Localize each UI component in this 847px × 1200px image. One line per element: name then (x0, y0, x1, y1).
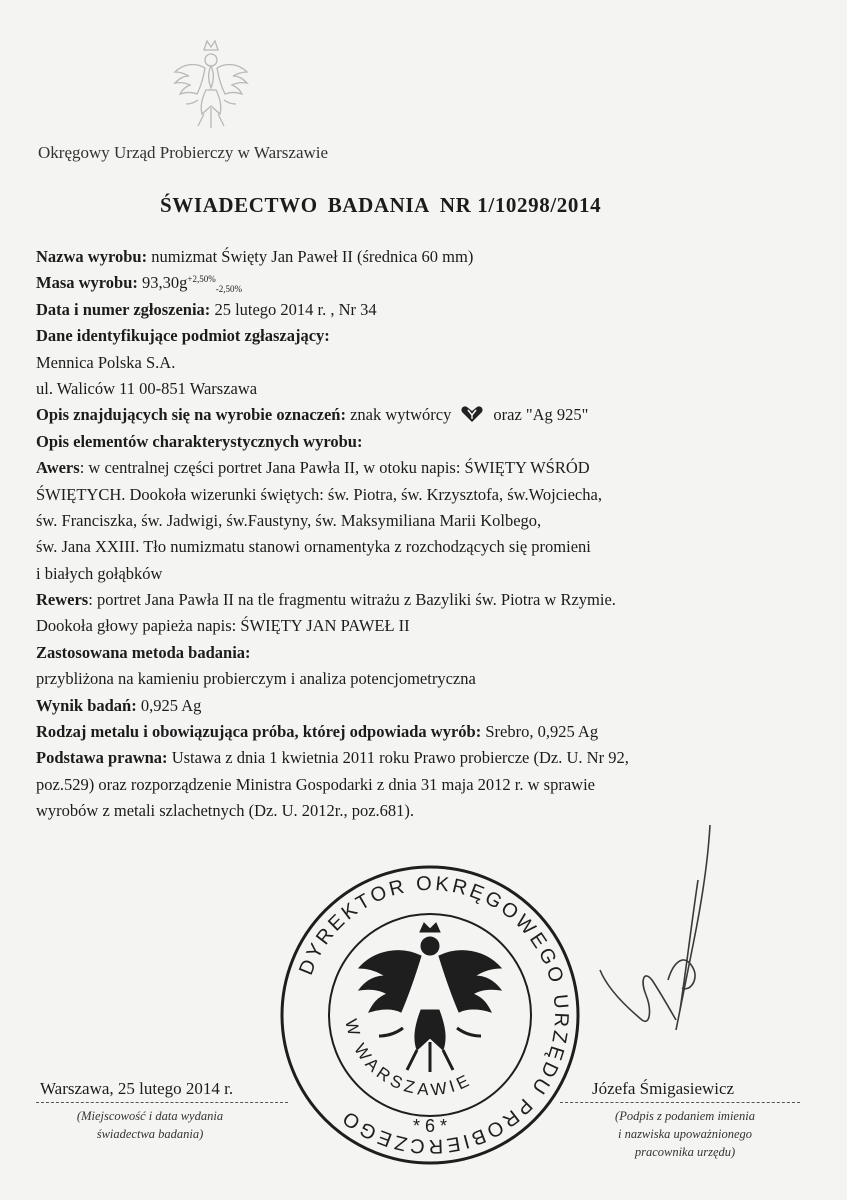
applicant-label-row (36, 323, 796, 349)
title-part-certificate: ŚWIADECTWO (160, 193, 318, 217)
marks-row (36, 402, 796, 428)
metal-label: Rodzaj metalu i obowiązująca próba, której odpowiada wyrób: (36, 722, 482, 742)
reverse-text-1: : portret Jana Pawła II na tle fragmentu witrażu z Bazyliki św. Piotra w Rzymie. (88, 590, 616, 610)
obverse-line-4: św. Jana XXIII. Tło numizmatu stanowi ornamentyka z rozchodzących się promieni (36, 537, 591, 557)
legal-label: Podstawa prawna: (36, 748, 168, 768)
applicant-name: Mennica Polska S.A. (36, 352, 176, 372)
marks-pre-text: znak wytwórcy (350, 405, 452, 425)
signer-name: Józefa Śmigasiewicz (592, 1079, 735, 1098)
product-name-row (36, 244, 796, 270)
place-caption-line-1: (Miejscowość i data wydania (76, 1109, 224, 1123)
obverse-text-1: : w centralnej części portret Jana Pawła II, w otoku napis: ŚWIĘTY WŚRÓD (79, 458, 590, 478)
result-value: 0,925 Ag (140, 695, 202, 715)
mass-value: 93,30g (142, 273, 188, 293)
mass-tolerance-minus: -2,50% (215, 284, 242, 295)
official-seal-stamp (275, 860, 585, 1170)
seal-number: * 6 * (412, 1116, 448, 1136)
reverse-label: Rewers (36, 590, 89, 610)
seal-ring-text: DYREKTOR OKRĘGOWEGO URZĘDU PROBIERCZEGO (295, 872, 573, 1158)
metal-value: Srebro, 0,925 Ag (485, 722, 599, 742)
marks-label: Opis znajdujących się na wyrobie oznaczeń: (36, 405, 346, 425)
obverse-line-2: ŚWIĘTYCH. Dookoła wizerunki świętych: św. Piotra, św. Krzysztofa, św.Wojciecha, (36, 484, 602, 504)
obverse-line-1 (36, 455, 796, 481)
office-name: Okręgowy Urząd Probierczy w Warszawie (38, 143, 329, 162)
obverse-line-3: św. Franciszka, św. Jadwigi, św.Faustyny, św. Maksymiliana Marii Kolbego, (36, 510, 542, 530)
product-name-label: Nazwa wyrobu: (36, 247, 148, 266)
signer-dotted-line (560, 1102, 800, 1103)
signer-caption (580, 1107, 790, 1161)
method-label-row (36, 640, 796, 666)
result-row (36, 693, 796, 719)
metal-row (36, 719, 796, 745)
mint-maker-mark-icon (459, 404, 485, 424)
elements-label-row (36, 429, 796, 455)
mass-label: Masa wyrobu: (36, 273, 138, 293)
signer-caption-line-1: (Podpis z podaniem imienia (615, 1109, 755, 1123)
certificate-body (36, 244, 796, 825)
legal-line-3: wyrobów z metali szlachetnych (Dz. U. 2012r., poz.681). (36, 801, 415, 821)
applicant-address: ul. Waliców 11 00-851 Warszawa (36, 378, 258, 398)
method-value: przybliżona na kamieniu probierczym i analiza potencjometryczna (36, 669, 476, 689)
handwritten-signature-icon (590, 820, 740, 1050)
obverse-line-5: i białych gołąbków (36, 563, 163, 583)
obverse-label: Awers (36, 458, 80, 478)
mass-tolerance-plus: +2,50% (187, 274, 216, 285)
title-number: NR 1/10298/2014 (439, 193, 602, 217)
place-caption-line-2: świadectwa badania) (96, 1127, 204, 1141)
legal-text-1: Ustawa z dnia 1 kwietnia 2011 roku Prawo probiercze (Dz. U. Nr 92, (171, 748, 629, 768)
applicant-label: Dane identyfikujące podmiot zgłaszający: (36, 326, 330, 346)
elements-label: Opis elementów charakterystycznych wyrobu: (36, 431, 363, 451)
place-dotted-line (36, 1102, 288, 1103)
signer-caption-line-2: i nazwiska upoważnionego (617, 1127, 753, 1141)
document-title (160, 193, 601, 218)
legal-line-1 (36, 745, 796, 771)
submission-date-label: Data i numer zgłoszenia: (36, 299, 211, 319)
product-name-value: numizmat Święty Jan Paweł II (średnica 60 mm) (151, 247, 474, 266)
legal-line-2: poz.529) oraz rozporządzenie Ministra Gospodarki z dnia 31 maja 2012 r. w sprawie (36, 774, 595, 794)
signer-caption-line-3: pracownika urzędu) (634, 1145, 736, 1159)
method-label: Zastosowana metoda badania: (36, 642, 251, 662)
seal-inner-text: W WARSZAWIE (341, 1017, 476, 1100)
result-label: Wynik badań: (36, 695, 137, 715)
polish-eagle-emblem-icon (168, 36, 254, 136)
submission-date-value: 25 lutego 2014 r. , Nr 34 (214, 299, 377, 319)
place-date-caption (40, 1107, 260, 1143)
title-part-testing: BADANIA (327, 193, 430, 217)
reverse-line-1 (36, 587, 796, 613)
mass-row (36, 270, 796, 296)
submission-date-row (36, 297, 796, 323)
eagle-seal-icon (359, 923, 501, 1072)
svg-text:W WARSZAWIE (341, 1017, 475, 1099)
reverse-line-2: Dookoła głowy papieża napis: ŚWIĘTY JAN PAWEŁ II (36, 616, 410, 636)
marks-post-text: oraz "Ag 925" (493, 405, 589, 425)
issue-place-date: Warszawa, 25 lutego 2014 r. (40, 1079, 234, 1098)
